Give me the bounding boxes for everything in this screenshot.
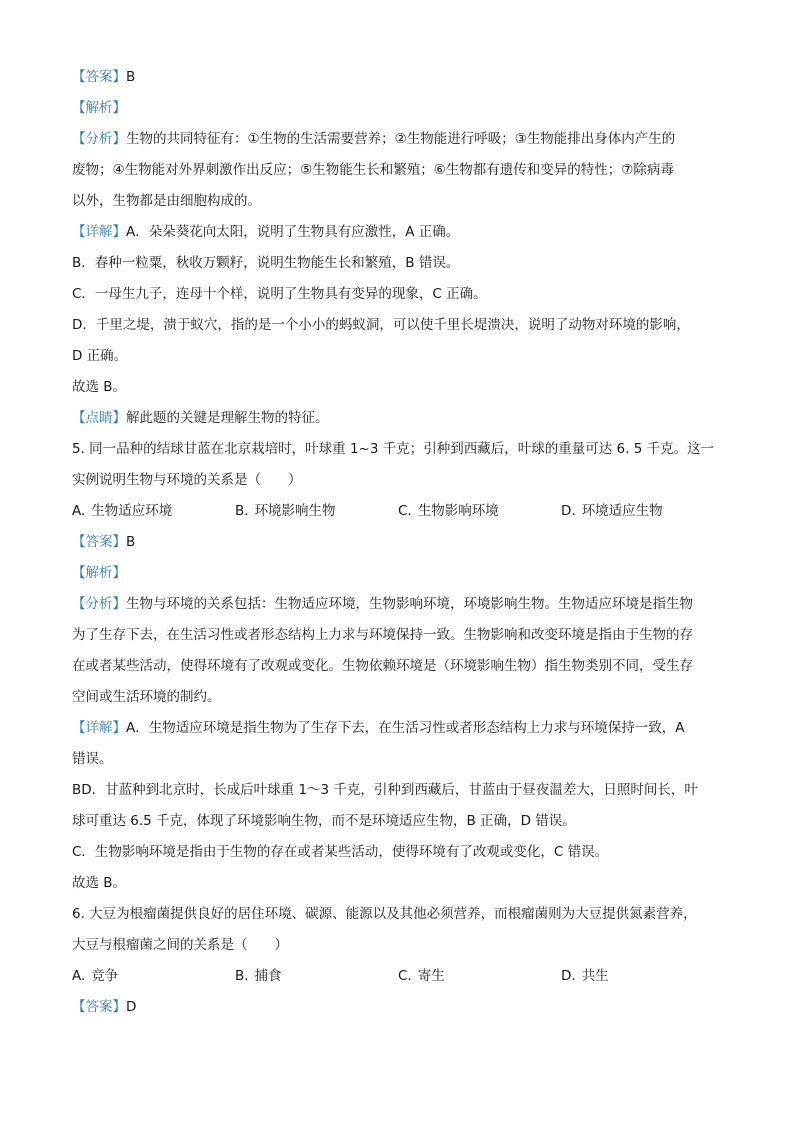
option-text: 共生 <box>581 968 609 984</box>
line-text: 为了生存下去，在生活习性或者形态结构上力求与环境保持一致。生物影响和改变环境是指由于生物的存 <box>72 627 693 643</box>
line-text: 实例说明生物与环境的关系是（ ） <box>72 472 302 488</box>
line-text: 故选 B。 <box>72 875 127 891</box>
option-label: D. <box>561 968 576 984</box>
option-label: D. <box>561 503 576 519</box>
text-line <box>72 341 724 372</box>
option-text: 寄生 <box>417 968 445 984</box>
document-content <box>72 62 724 1023</box>
text-line <box>72 682 724 713</box>
line-text: 5. 同一品种的结球甘蓝在北京栽培时，叶球重 1~3 千克；引种到西藏后，叶球的重量可达 6. 5 千克。这一 <box>72 441 715 457</box>
line-text: 错误。 <box>72 751 113 767</box>
section-tag: 【分析】 <box>72 131 126 147</box>
section-line <box>72 713 724 744</box>
option-text: 生物影响环境 <box>417 503 499 519</box>
text-line <box>72 837 724 868</box>
answer-options <box>72 496 724 527</box>
text-line <box>72 372 724 403</box>
answer-option <box>561 961 724 992</box>
line-text: C．生物影响环境是指由于生物的存在或者某些活动，使得环境有了改观或变化，C 错误。 <box>72 844 609 860</box>
line-text: 生物的共同特征有：①生物的生活需要营养；②生物能进行呼吸；③生物能排出身体内产生的 <box>126 131 676 147</box>
line-text: 生物与环境的关系包括：生物适应环境，生物影响环境，环境影响生物。生物适应环境是指生物 <box>126 596 693 612</box>
line-text: 空间或生活环境的制约。 <box>72 689 221 705</box>
line-text: D．千里之堤，溃于蚁穴，指的是一个小小的蚂蚁洞，可以使千里长堤溃决，说明了动物对环境的影响， <box>72 317 690 333</box>
line-text: C．一母生九子，连母十个样，说明了生物具有变异的现象，C 正确。 <box>72 286 487 302</box>
section-tag: 【点睛】 <box>72 410 126 426</box>
answer-option <box>398 961 561 992</box>
text-line <box>72 248 724 279</box>
answer-option <box>398 496 561 527</box>
text-line <box>72 930 724 961</box>
option-label: A. <box>72 503 86 519</box>
section-line <box>72 124 724 155</box>
line-text: D <box>126 999 137 1015</box>
section-line <box>72 589 724 620</box>
section-tag: 【答案】 <box>72 69 126 85</box>
section-tag: 【分析】 <box>72 596 126 612</box>
answer-option <box>235 961 398 992</box>
text-line <box>72 899 724 930</box>
text-line <box>72 465 724 496</box>
option-text: 环境适应生物 <box>581 503 663 519</box>
section-line <box>72 62 724 93</box>
answer-option <box>235 496 398 527</box>
answer-option <box>72 496 235 527</box>
section-tag: 【答案】 <box>72 999 126 1015</box>
line-text: A．生物适应环境是指生物为了生存下去，在生活习性或者形态结构上力求与环境保持一致，A <box>126 720 685 736</box>
line-text: 故选 B。 <box>72 379 127 395</box>
text-line <box>72 651 724 682</box>
section-tag: 【解析】 <box>72 565 126 581</box>
line-text: B．春种一粒粟，秋收万颗籽，说明生物能生长和繁殖，B 错误。 <box>72 255 460 271</box>
line-text: 球可重达 6.5 千克，体现了环境影响生物，而不是环境适应生物，B 正确，D 错误。 <box>72 813 576 829</box>
answer-options <box>72 961 724 992</box>
line-text: 大豆与根瘤菌之间的关系是（ ） <box>72 937 288 953</box>
option-text: 生物适应环境 <box>91 503 173 519</box>
section-line <box>72 403 724 434</box>
section-line <box>72 93 724 124</box>
line-text: 在或者某些活动，使得环境有了改观或变化。生物依赖环境是（环境影响生物）指生物类别不同，受生存 <box>72 658 693 674</box>
section-tag: 【解析】 <box>72 100 126 116</box>
line-text: D 正确。 <box>72 348 128 364</box>
text-line <box>72 279 724 310</box>
line-text: 废物；④生物能对外界刺激作出反应；⑤生物能生长和繁殖；⑥生物都有遗传和变异的特性；⑦除病毒 <box>72 162 674 178</box>
option-label: B. <box>235 968 249 984</box>
line-text: 解此题的关键是理解生物的特征。 <box>126 410 329 426</box>
section-tag: 【详解】 <box>72 720 126 736</box>
text-line <box>72 868 724 899</box>
answer-option <box>561 496 724 527</box>
line-text: B <box>126 69 136 85</box>
section-tag: 【答案】 <box>72 534 126 550</box>
option-label: C. <box>398 968 412 984</box>
text-line <box>72 744 724 775</box>
section-line <box>72 217 724 248</box>
option-label: B. <box>235 503 249 519</box>
option-text: 捕食 <box>254 968 282 984</box>
option-label: A. <box>72 968 86 984</box>
text-line <box>72 620 724 651</box>
section-line <box>72 992 724 1023</box>
line-text: 以外，生物都是由细胞构成的。 <box>72 193 261 209</box>
option-text: 竞争 <box>91 968 119 984</box>
line-text: A．朵朵葵花向太阳，说明了生物具有应激性，A 正确。 <box>126 224 460 240</box>
answer-option <box>72 961 235 992</box>
text-line <box>72 310 724 341</box>
option-text: 环境影响生物 <box>254 503 336 519</box>
section-tag: 【详解】 <box>72 224 126 240</box>
line-text: B <box>126 534 136 550</box>
text-line <box>72 775 724 806</box>
text-line <box>72 806 724 837</box>
section-line <box>72 558 724 589</box>
text-line <box>72 186 724 217</box>
text-line <box>72 155 724 186</box>
text-line <box>72 434 724 465</box>
option-label: C. <box>398 503 412 519</box>
line-text: BD．甘蓝种到北京时，长成后叶球重 1～3 千克，引种到西藏后，甘蓝由于昼夜温差大，日照时间长，叶 <box>72 782 698 798</box>
line-text: 6. 大豆为根瘤菌提供良好的居住环境、碳源、能源以及其他必须营养，而根瘤菌则为大豆提供氮素营养， <box>72 906 697 922</box>
section-line <box>72 527 724 558</box>
